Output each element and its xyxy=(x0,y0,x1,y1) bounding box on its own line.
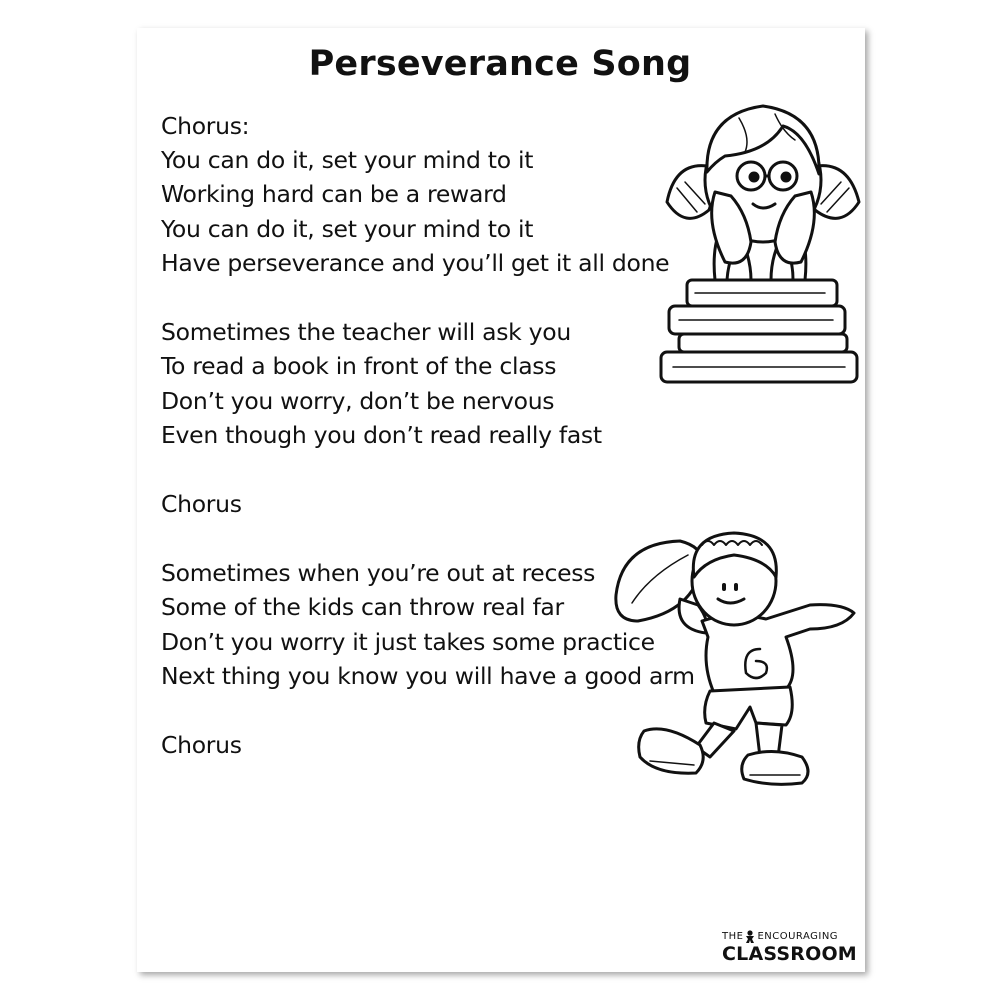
lyric-line: You can do it, set your mind to it xyxy=(161,215,534,243)
brand-logo-encouraging: ENCOURAGING xyxy=(757,931,839,942)
lyric-line: Chorus xyxy=(161,731,242,759)
lyric-line: You can do it, set your mind to it xyxy=(161,146,534,174)
lyric-line: To read a book in front of the class xyxy=(161,352,557,380)
lyric-line: Working hard can be a reward xyxy=(161,180,507,208)
girl-on-books-illustration xyxy=(655,92,865,387)
brand-logo xyxy=(722,930,860,965)
brand-logo-top xyxy=(722,930,860,943)
child-silhouette-icon xyxy=(743,930,757,943)
brand-logo-the: THE xyxy=(722,931,744,942)
lyric-line: Even though you don’t read really fast xyxy=(161,421,602,449)
lyric-line: Chorus: xyxy=(161,112,250,140)
lyric-line: Some of the kids can throw real far xyxy=(161,593,564,621)
lyric-line: Don’t you worry, don’t be nervous xyxy=(161,387,555,415)
brand-logo-classroom: CLASSROOM xyxy=(722,943,857,965)
lyric-line: Sometimes when you’re out at recess xyxy=(161,559,596,587)
lyric-line: Sometimes the teacher will ask you xyxy=(161,318,571,346)
boy-throwing-football-illustration xyxy=(610,525,860,795)
lyric-line: Next thing you know you will have a good arm xyxy=(161,662,695,690)
lyric-line: Chorus xyxy=(161,490,242,518)
page-title: Perseverance Song xyxy=(308,44,692,84)
lyric-line: Have perseverance and you’ll get it all done xyxy=(161,249,670,277)
lyric-line: Don’t you worry it just takes some practice xyxy=(161,628,655,656)
